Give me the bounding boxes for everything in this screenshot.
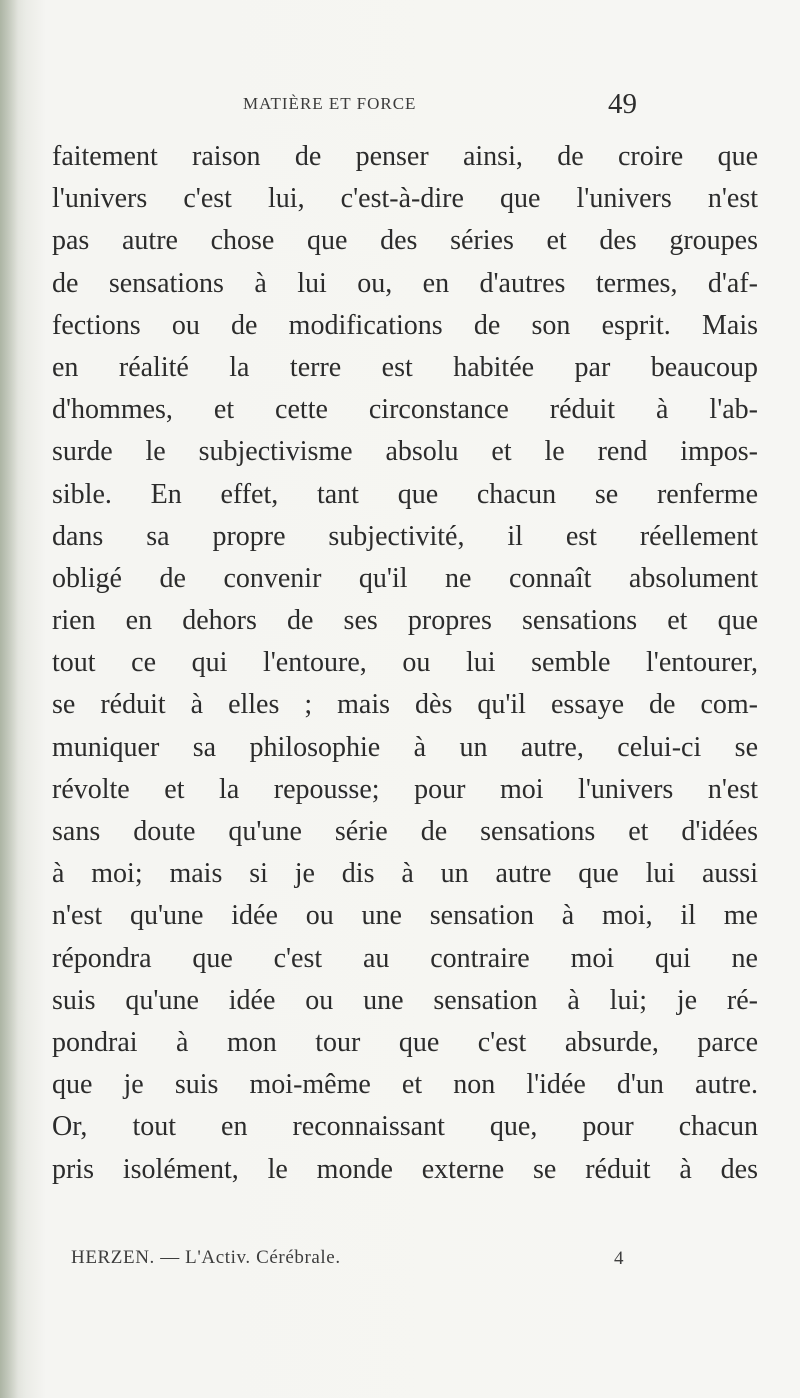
running-head-title: MATIÈRE ET FORCE — [243, 94, 417, 113]
text-line: l'univers c'est lui, c'est-à-dire que l'univers n'est — [52, 183, 758, 215]
body-text — [52, 136, 758, 1191]
text-line: pas autre chose que des séries et des groupes — [52, 225, 758, 257]
text-line: à moi; mais si je dis à un autre que lui aussi — [52, 858, 758, 890]
text-line: faitement raison de penser ainsi, de croire que — [52, 141, 758, 172]
text-line: pondrai à mon tour que c'est absurde, parce — [52, 1026, 758, 1058]
text-line: surde le subjectivisme absolu et le rend impos- — [52, 436, 758, 468]
text-line: pris isolément, le monde externe se réduit à des — [52, 1153, 758, 1185]
signature-number: 4 — [614, 1248, 624, 1269]
text-line: rien en dehors de ses propres sensations et que — [52, 605, 758, 637]
running-head — [0, 88, 800, 126]
signature-text: HERZEN. — L'Activ. Cérébrale. — [71, 1247, 341, 1268]
text-line: Or, tout en reconnaissant que, pour chacun — [52, 1111, 758, 1143]
text-line: que je suis moi-même et non l'idée d'un autre. — [52, 1069, 758, 1101]
text-line: révolte et la repousse; pour moi l'univers n'est — [52, 773, 758, 805]
text-line: en réalité la terre est habitée par beaucoup — [52, 351, 758, 383]
text-line: se réduit à elles ; mais dès qu'il essaye de com- — [52, 689, 758, 721]
text-line: fections ou de modifications de son esprit. Mais — [52, 309, 758, 341]
text-line: muniquer sa philosophie à un autre, celui-ci se — [52, 731, 758, 763]
text-line: obligé de convenir qu'il ne connaît absolument — [52, 562, 758, 594]
text-line: d'hommes, et cette circonstance réduit à l'ab- — [52, 394, 758, 426]
text-line: de sensations à lui ou, en d'autres termes, d'af- — [52, 267, 758, 299]
text-line: tout ce qui l'entoure, ou lui semble l'entourer, — [52, 647, 758, 679]
printer-signature — [71, 1247, 641, 1275]
text-line: sans doute qu'une série de sensations et d'idées — [52, 816, 758, 847]
page-number: 49 — [608, 88, 637, 120]
page-gutter-shadow — [0, 0, 26, 1398]
text-line: répondra que c'est au contraire moi qui ne — [52, 942, 758, 974]
text-line: suis qu'une idée ou une sensation à lui; je ré- — [52, 984, 758, 1016]
text-line: n'est qu'une idée ou une sensation à moi, il me — [52, 900, 758, 932]
text-line: dans sa propre subjectivité, il est réellement — [52, 520, 758, 552]
text-line: sible. En effet, tant que chacun se renferme — [52, 478, 758, 510]
